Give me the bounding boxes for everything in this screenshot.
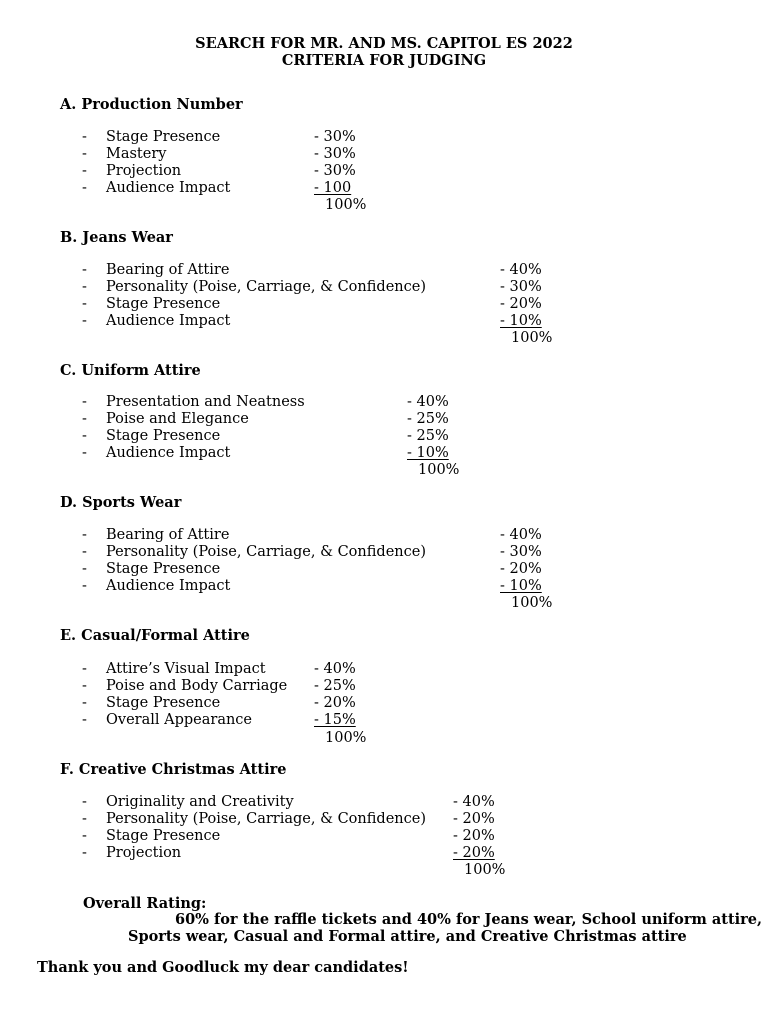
- criterion-percentage: [407, 428, 449, 444]
- criterion-label: Audience Impact: [106, 313, 231, 329]
- criterion-percentage-value: - 30%: [314, 129, 356, 145]
- bullet-dash: -: [82, 544, 87, 560]
- criterion-percentage-value: - 40%: [500, 527, 542, 543]
- criterion-label: Personality (Poise, Carriage, & Confidence): [106, 544, 426, 560]
- criterion-percentage: [407, 445, 449, 461]
- criterion-label: Audience Impact: [106, 578, 231, 594]
- bullet-dash: -: [82, 411, 87, 427]
- criterion-percentage: [407, 411, 449, 427]
- criterion-label: Presentation and Neatness: [106, 394, 305, 410]
- criterion-percentage: [314, 678, 356, 694]
- bullet-dash: -: [82, 527, 87, 543]
- section-heading: D. Sports Wear: [60, 494, 182, 511]
- section-total: 100%: [511, 595, 553, 611]
- bullet-dash: -: [82, 296, 87, 312]
- document-subtitle: CRITERIA FOR JUDGING: [281, 52, 487, 69]
- bullet-dash: -: [82, 445, 87, 461]
- criterion-percentage-value: - 40%: [407, 394, 449, 410]
- criterion-percentage: [500, 578, 542, 594]
- criterion-percentage: [314, 180, 351, 196]
- criterion-label: Stage Presence: [106, 129, 221, 145]
- criterion-percentage-value: - 30%: [314, 163, 356, 179]
- criterion-percentage-value: - 40%: [500, 262, 542, 278]
- bullet-dash: -: [82, 695, 87, 711]
- criterion-label: Stage Presence: [106, 828, 221, 844]
- overall-rating-line-2: Sports wear, Casual and Formal attire, and Creative Christmas attire: [128, 928, 687, 945]
- criterion-label: Projection: [106, 845, 182, 861]
- criterion-percentage-value: - 20%: [500, 296, 542, 312]
- criterion-percentage: [453, 811, 495, 827]
- bullet-dash: -: [82, 811, 87, 827]
- criterion-label: Stage Presence: [106, 296, 221, 312]
- criterion-percentage: [500, 262, 542, 278]
- criterion-percentage: [500, 313, 542, 329]
- section-total: 100%: [325, 730, 367, 746]
- criterion-percentage-value: - 25%: [407, 411, 449, 427]
- criterion-percentage: [500, 279, 542, 295]
- criterion-label: Attire’s Visual Impact: [106, 661, 266, 677]
- criterion-percentage: [314, 695, 356, 711]
- criterion-label: Audience Impact: [106, 445, 231, 461]
- criterion-percentage: [314, 163, 356, 179]
- criterion-label: Bearing of Attire: [106, 262, 230, 278]
- criterion-percentage: [500, 561, 542, 577]
- criterion-label: Originality and Creativity: [106, 794, 294, 810]
- criterion-percentage-value: - 10%: [500, 578, 542, 594]
- criterion-percentage: [500, 527, 542, 543]
- criterion-percentage-value: - 100: [314, 180, 352, 196]
- bullet-dash: -: [82, 678, 87, 694]
- overall-rating-label: Overall Rating:: [83, 895, 207, 912]
- bullet-dash: -: [82, 845, 87, 861]
- criterion-percentage: [453, 828, 495, 844]
- section-heading: B. Jeans Wear: [60, 229, 173, 246]
- criterion-percentage: [407, 394, 449, 410]
- criterion-label: Bearing of Attire: [106, 527, 230, 543]
- criterion-percentage-value: - 25%: [314, 678, 356, 694]
- criterion-percentage-value: - 10%: [500, 313, 542, 329]
- bullet-dash: -: [82, 428, 87, 444]
- criterion-percentage-value: - 20%: [500, 561, 542, 577]
- section-total: 100%: [511, 330, 553, 346]
- bullet-dash: -: [82, 180, 87, 196]
- criterion-label: Personality (Poise, Carriage, & Confidence): [106, 811, 426, 827]
- document-title: SEARCH FOR MR. AND MS. CAPITOL ES 2022: [195, 35, 573, 52]
- criterion-percentage-value: - 20%: [453, 828, 495, 844]
- overall-rating-line-1: 60% for the raffle tickets and 40% for Jeans wear, School uniform attire,: [175, 911, 763, 928]
- section-heading: A. Production Number: [60, 96, 243, 113]
- criterion-label: Stage Presence: [106, 428, 221, 444]
- criterion-label: Personality (Poise, Carriage, & Confidence): [106, 279, 426, 295]
- criterion-percentage-value: - 20%: [453, 845, 495, 861]
- bullet-dash: -: [82, 129, 87, 145]
- criterion-percentage: [314, 129, 356, 145]
- criterion-percentage-value: - 30%: [500, 544, 542, 560]
- section-heading: E. Casual/Formal Attire: [60, 627, 250, 644]
- criterion-label: Mastery: [106, 146, 167, 162]
- criterion-label: Stage Presence: [106, 695, 221, 711]
- criterion-percentage-value: - 25%: [407, 428, 449, 444]
- criterion-percentage-value: - 20%: [314, 695, 356, 711]
- bullet-dash: -: [82, 712, 87, 728]
- criterion-percentage-value: - 40%: [314, 661, 356, 677]
- criterion-label: Stage Presence: [106, 561, 221, 577]
- criterion-percentage: [314, 661, 356, 677]
- bullet-dash: -: [82, 828, 87, 844]
- criterion-percentage: [314, 146, 356, 162]
- criterion-label: Poise and Body Carriage: [106, 678, 288, 694]
- criterion-percentage-value: - 30%: [314, 146, 356, 162]
- criterion-label: Audience Impact: [106, 180, 231, 196]
- section-total: 100%: [464, 862, 506, 878]
- criterion-percentage: [500, 296, 542, 312]
- bullet-dash: -: [82, 279, 87, 295]
- section-heading: C. Uniform Attire: [60, 362, 201, 379]
- criterion-percentage-value: - 30%: [500, 279, 542, 295]
- bullet-dash: -: [82, 561, 87, 577]
- criterion-percentage-value: - 40%: [453, 794, 495, 810]
- criterion-percentage: [500, 544, 542, 560]
- bullet-dash: -: [82, 146, 87, 162]
- criterion-percentage-value: - 10%: [407, 445, 449, 461]
- section-heading: F. Creative Christmas Attire: [60, 761, 287, 778]
- bullet-dash: -: [82, 578, 87, 594]
- bullet-dash: -: [82, 163, 87, 179]
- closing-message: Thank you and Goodluck my dear candidates!: [37, 959, 409, 976]
- section-total: 100%: [418, 462, 460, 478]
- bullet-dash: -: [82, 794, 87, 810]
- bullet-dash: -: [82, 661, 87, 677]
- criterion-percentage-value: - 20%: [453, 811, 495, 827]
- bullet-dash: -: [82, 313, 87, 329]
- criterion-label: Projection: [106, 163, 182, 179]
- bullet-dash: -: [82, 262, 87, 278]
- criterion-label: Overall Appearance: [106, 712, 252, 728]
- section-total: 100%: [325, 197, 367, 213]
- criterion-percentage: [453, 845, 495, 861]
- criterion-percentage: [453, 794, 495, 810]
- criterion-percentage-value: - 15%: [314, 712, 356, 728]
- criterion-label: Poise and Elegance: [106, 411, 249, 427]
- criterion-percentage: [314, 712, 356, 728]
- bullet-dash: -: [82, 394, 87, 410]
